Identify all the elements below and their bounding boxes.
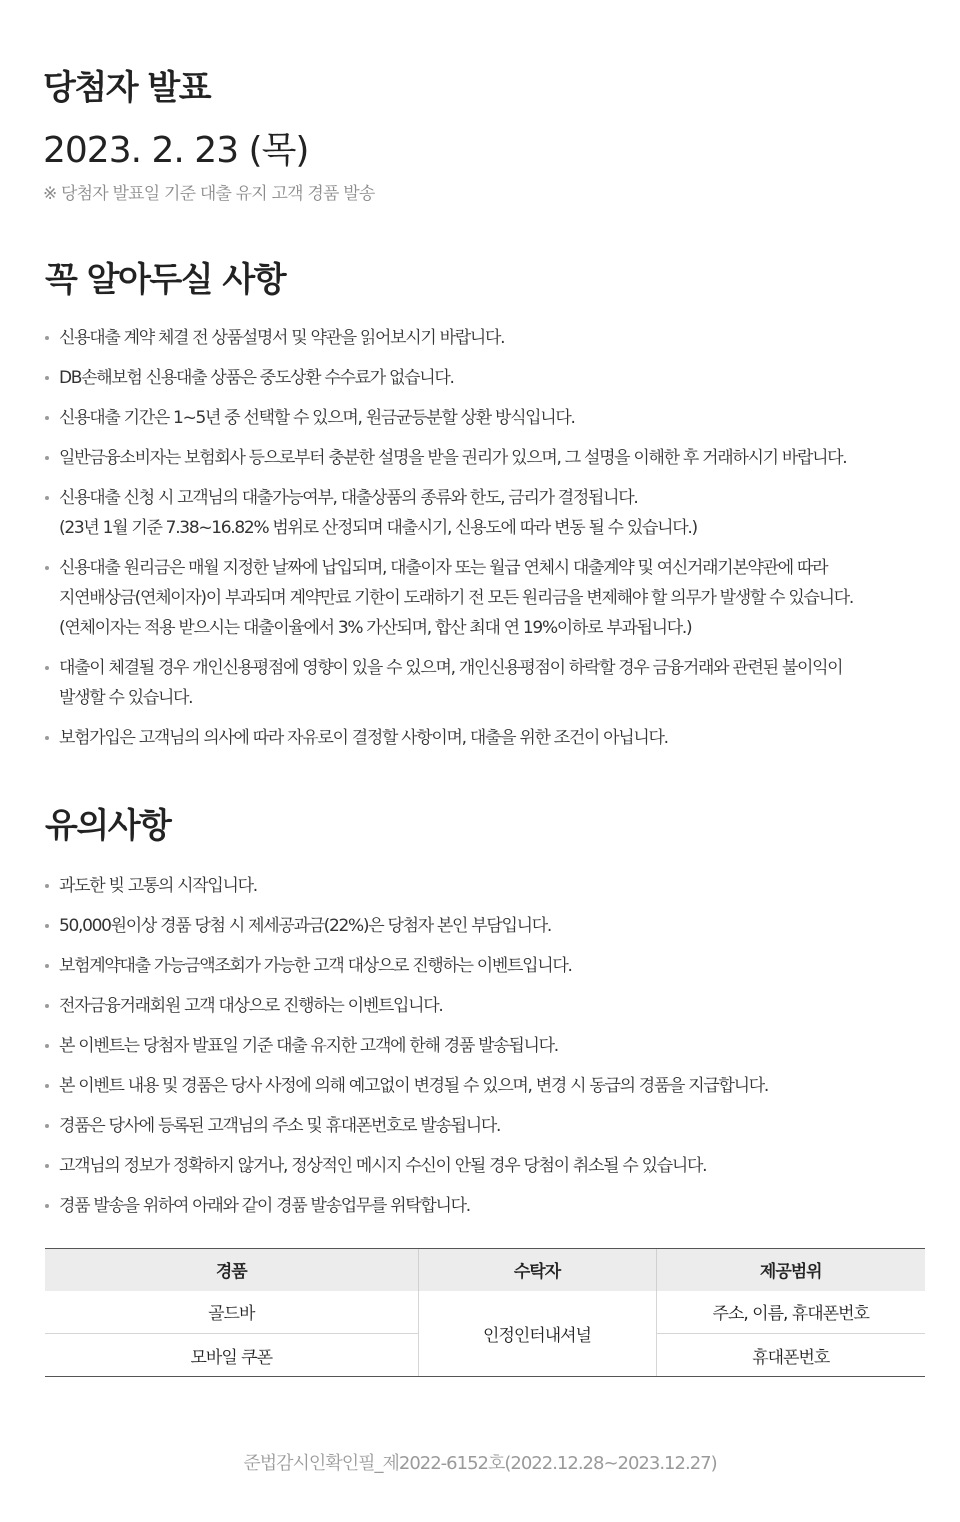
list-item — [45, 991, 935, 1021]
bullet-dot — [45, 1084, 49, 1088]
bullet-dot — [45, 566, 49, 570]
header-scope: 제공범위 — [656, 1249, 925, 1291]
list-item-text: 대출이 체결될 경우 개인신용평점에 영향이 있을 수 있으며, 개인신용평점이 하락할 경우 금융거래와 관련된 불이익이 — [59, 658, 843, 678]
list-item-text: 경품 발송을 위하여 아래와 같이 경품 발송업무를 위탁합니다. — [59, 1196, 470, 1216]
bullet-dot — [45, 1164, 49, 1168]
list-item-text: 신용대출 원리금은 매월 지정한 날짜에 납입되며, 대출이자 또는 월급 연체시 대출계약 및 여신거래기본약관에 따라 — [59, 558, 828, 578]
list-item — [45, 553, 935, 643]
list-item-text: 고객님의 정보가 정확하지 않거나, 정상적인 메시지 수신이 안될 경우 당첨이 취소될 수 있습니다. — [59, 1156, 707, 1176]
bullet-dot — [45, 924, 49, 928]
compliance-footer: 준법감시인확인필_제2022-6152호(2022.12.28~2023.12.27) — [243, 1453, 717, 1474]
list-item-text: 신용대출 계약 체결 전 상품설명서 및 약관을 읽어보시기 바랍니다. — [59, 328, 505, 348]
bullet-dot — [45, 964, 49, 968]
list-item-text: 본 이벤트 내용 및 경품은 당사 사정에 의해 예고없이 변경될 수 있으며, 변경 시 동급의 경품을 지급합니다. — [59, 1076, 768, 1096]
list-item-text: (23년 1월 기준 7.38~16.82% 범위로 산정되며 대출시기, 신용도에 따라 변동 될 수 있습니다.) — [59, 518, 697, 538]
list-item-text: 신용대출 신청 시 고객님의 대출가능여부, 대출상품의 종류와 한도, 금리가 결정됩니다. — [59, 488, 638, 508]
table-header-row — [45, 1249, 925, 1291]
list-item — [45, 443, 935, 473]
bullet-dot — [45, 1204, 49, 1208]
list-item-text: 본 이벤트는 당첨자 발표일 기준 대출 유지한 고객에 한해 경품 발송됩니다. — [59, 1036, 558, 1056]
list-item — [45, 483, 935, 543]
bullet-dot — [45, 1044, 49, 1048]
announcement-date: 2023. 2. 23 (목) — [43, 130, 309, 171]
bullet-dot — [45, 376, 49, 380]
bullet-dot — [45, 416, 49, 420]
bullet-dot — [45, 666, 49, 670]
list-item — [45, 403, 935, 433]
list-item — [45, 1071, 935, 1101]
table-row — [45, 1291, 925, 1334]
bullet-dot — [45, 456, 49, 460]
bullet-dot — [45, 884, 49, 888]
bullet-dot — [45, 1004, 49, 1008]
prize-cell: 모바일 쿠폰 — [45, 1334, 418, 1377]
list-item — [45, 653, 935, 713]
list-item-text: 전자금융거래회원 고객 대상으로 진행하는 이벤트입니다. — [59, 996, 443, 1016]
list-item-text: 보험가입은 고객님의 의사에 따라 자유로이 결정할 사항이며, 대출을 위한 조건이 아닙니다. — [59, 728, 668, 748]
cautions-list — [45, 871, 935, 1231]
header-prize: 경품 — [45, 1249, 418, 1291]
list-item-text: (연체이자는 적용 받으시는 대출이율에서 3% 가산되며, 합산 최대 연 19%이하로 부과됩니다.) — [59, 618, 692, 638]
list-item-text: 신용대출 기간은 1~5년 중 선택할 수 있으며, 원금균등분할 상환 방식입니다. — [59, 408, 575, 428]
list-item — [45, 1151, 935, 1181]
list-item-text: 50,000원이상 경품 당첨 시 제세공과금(22%)은 당첨자 본인 부담입니다. — [59, 916, 551, 936]
list-item-text: 과도한 빚 고통의 시작입니다. — [59, 876, 257, 896]
list-item — [45, 1031, 935, 1061]
list-item-text: 발생할 수 있습니다. — [59, 688, 193, 708]
list-item — [45, 1191, 935, 1221]
bullet-dot — [45, 1124, 49, 1128]
must-know-list — [45, 323, 935, 763]
trustee-cell: 인정인터내셔널 — [418, 1291, 656, 1377]
list-item-text: 일반금융소비자는 보험회사 등으로부터 충분한 설명을 받을 권리가 있으며, 그 설명을 이해한 후 거래하시기 바랍니다. — [59, 448, 847, 468]
scope-cell: 휴대폰번호 — [656, 1334, 925, 1377]
prize-cell: 골드바 — [45, 1291, 418, 1334]
must-know-title: 꼭 알아두실 사항 — [45, 260, 286, 300]
announcement-title: 당첨자 발표 — [43, 68, 211, 108]
scope-cell: 주소, 이름, 휴대폰번호 — [656, 1291, 925, 1334]
bullet-dot — [45, 336, 49, 340]
list-item — [45, 363, 935, 393]
bullet-dot — [45, 496, 49, 500]
list-item — [45, 1111, 935, 1141]
list-item — [45, 951, 935, 981]
list-item-text: 보험계약대출 가능금액조회가 가능한 고객 대상으로 진행하는 이벤트입니다. — [59, 956, 572, 976]
list-item-text: 지연배상금(연체이자)이 부과되며 계약만료 기한이 도래하기 전 모든 원리금을 변제해야 할 의무가 발생할 수 있습니다. — [59, 588, 853, 608]
bullet-dot — [45, 736, 49, 740]
cautions-title: 유의사항 — [45, 806, 171, 846]
list-item — [45, 871, 935, 901]
prize-consignment-table — [45, 1248, 925, 1377]
list-item — [45, 911, 935, 941]
list-item — [45, 323, 935, 353]
list-item — [45, 723, 935, 753]
list-item-text: 경품은 당사에 등록된 고객님의 주소 및 휴대폰번호로 발송됩니다. — [59, 1116, 501, 1136]
header-trustee: 수탁자 — [418, 1249, 656, 1291]
list-item-text: DB손해보험 신용대출 상품은 중도상환 수수료가 없습니다. — [59, 368, 454, 388]
announcement-note: ※ 당첨자 발표일 기준 대출 유지 고객 경품 발송 — [43, 184, 375, 204]
